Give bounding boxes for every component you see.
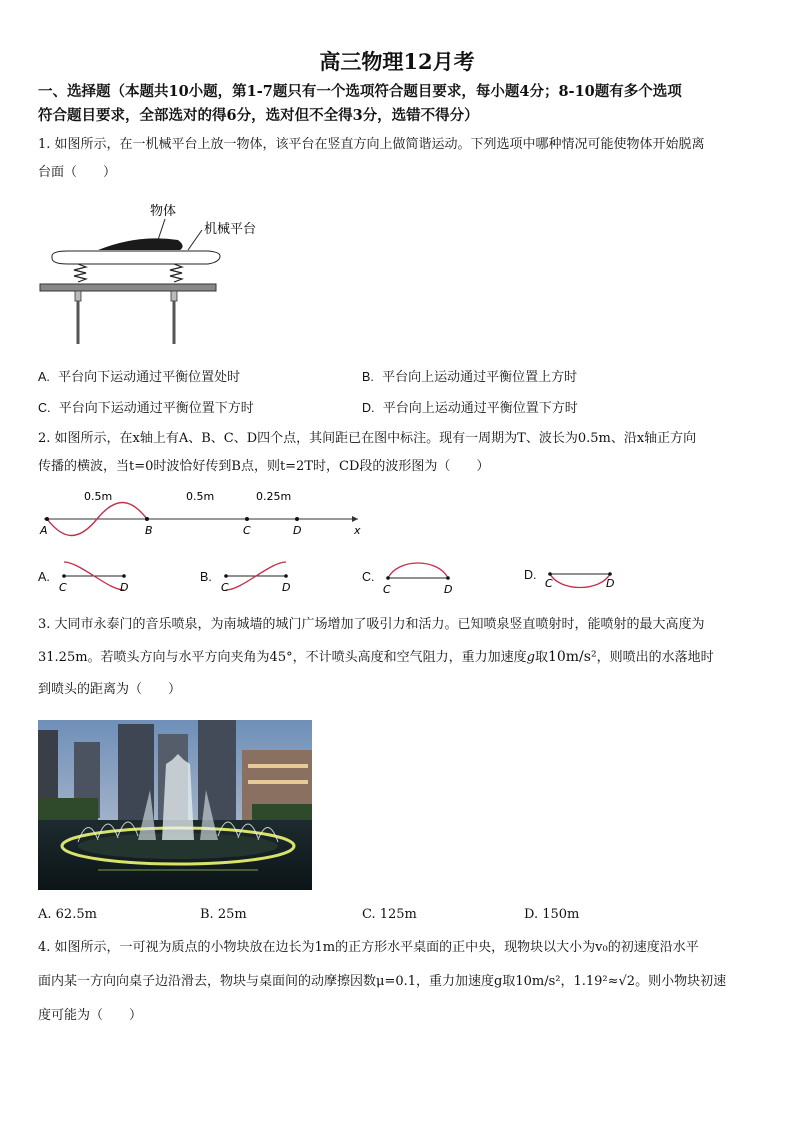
- q2-option-c-wave: [380, 556, 460, 596]
- platform-base: [40, 284, 216, 291]
- q3-option-a[interactable]: A. 62.5m: [38, 907, 97, 922]
- platform-plate: [52, 251, 220, 264]
- question-2-line2: 传播的横波，当t=0时波恰好传到B点，则t=2T时，CD段的波形图为（ ）: [38, 459, 490, 474]
- dist-bc: 0.5m: [186, 490, 215, 503]
- section-heading-line1: 一、选择题（本题共10小题，第1-7题只有一个选项符合题目要求，每小题4分；8-10题有多个选项: [38, 83, 682, 100]
- svg-text:C: C: [383, 583, 391, 596]
- section-heading-line2: 符合题目要求，全部选对的得6分，选对但不全得3分，选错不得分）: [38, 107, 479, 124]
- q3-option-d[interactable]: D. 150m: [524, 907, 580, 922]
- point-d-label: D: [293, 524, 302, 537]
- point-b-label: B: [145, 524, 153, 537]
- label-object: 物体: [150, 204, 177, 219]
- question-1-line2: 台面（ ）: [38, 165, 117, 180]
- wave-axis-figure: [36, 488, 376, 540]
- q2-option-a-wave: [56, 556, 136, 596]
- page-title: 高三物理12月考: [319, 49, 475, 74]
- question-4-line3: 度可能为（ ）: [38, 1008, 143, 1023]
- svg-text:C: C: [545, 577, 553, 590]
- q2-option-d[interactable]: D. C D: [524, 556, 624, 596]
- svg-text:C: C: [221, 581, 229, 594]
- pointer-platform: [188, 230, 202, 250]
- question-1-stem: [38, 131, 758, 187]
- q1-option-d[interactable]: D. 平台向上运动通过平衡位置下方时: [362, 401, 578, 416]
- label-platform: 机械平台: [204, 222, 257, 237]
- question-3-line3: 到喷头的距离为（ ）: [38, 682, 182, 697]
- question-3-line1: 3. 大同市永泰门的音乐喷泉，为南城墙的城门广场增加了吸引力和活力。已知喷泉竖直喷射时，能喷射的最大高度为: [38, 617, 705, 632]
- svg-text:D: D: [444, 583, 453, 596]
- pointer-object: [158, 219, 165, 240]
- q3-option-c[interactable]: C. 125m: [362, 907, 417, 922]
- q2-option-c[interactable]: C. C D: [362, 556, 462, 596]
- svg-text:D: D: [606, 577, 615, 590]
- svg-text:C: C: [59, 581, 67, 594]
- question-3-line2: 31.25m。若喷头方向与水平方向夹角为45°，不计喷头高度和空气阻力，重力加速度g取10m/s²，则喷出的水落地时: [38, 649, 714, 665]
- svg-text:D: D: [120, 581, 129, 594]
- object-shape: [98, 238, 183, 250]
- question-4-line1: 4. 如图所示，一可视为质点的小物块放在边长为1m的正方形水平桌面的正中央，现物块以大小为v₀的初速度沿水平: [38, 940, 699, 955]
- question-1-line1: 1. 如图所示，在一机械平台上放一物体，该平台在竖直方向上做简谐运动。下列选项中哪种情况可能使物体开始脱离: [38, 137, 705, 152]
- question-3-stem: [38, 609, 758, 706]
- svg-text:D: D: [282, 581, 291, 594]
- q1-option-b[interactable]: B. 平台向上运动通过平衡位置上方时: [362, 370, 578, 385]
- fountain-photo: [38, 720, 312, 890]
- q2-option-d-wave: [542, 556, 622, 596]
- question-2-stem: [38, 425, 758, 481]
- point-a-label: A: [40, 524, 48, 537]
- q1-option-c[interactable]: C. 平台向下运动通过平衡位置下方时: [38, 401, 254, 416]
- axis-x-label: x: [354, 524, 361, 537]
- q2-option-a[interactable]: A. C D: [38, 556, 138, 596]
- q1-option-a[interactable]: A. 平台向下运动通过平衡位置处时: [38, 370, 241, 385]
- question-4-stem: [38, 931, 758, 1033]
- point-c-label: C: [243, 524, 251, 537]
- left-spring: [74, 264, 86, 282]
- right-spring: [170, 264, 182, 282]
- dist-cd: 0.25m: [256, 490, 292, 503]
- question-2-line1: 2. 如图所示，在x轴上有A、B、C、D四个点，其间距已在图中标注。现有一周期为T、波长为0.5m、沿x轴正方向: [38, 431, 697, 446]
- q2-option-b-wave: [218, 556, 298, 596]
- question-4-line2: 面内某一方向向桌子边沿滑去，物块与桌面间的动摩擦因数μ=0.1，重力加速度g取10m/s²，1.19²≈√2。则小物块初速: [38, 974, 727, 989]
- platform-figure: [38, 198, 278, 348]
- dist-ab: 0.5m: [84, 490, 113, 503]
- q2-option-b[interactable]: B. C D: [200, 556, 300, 596]
- q3-option-b[interactable]: B. 25m: [200, 907, 247, 922]
- section-heading: [38, 80, 758, 128]
